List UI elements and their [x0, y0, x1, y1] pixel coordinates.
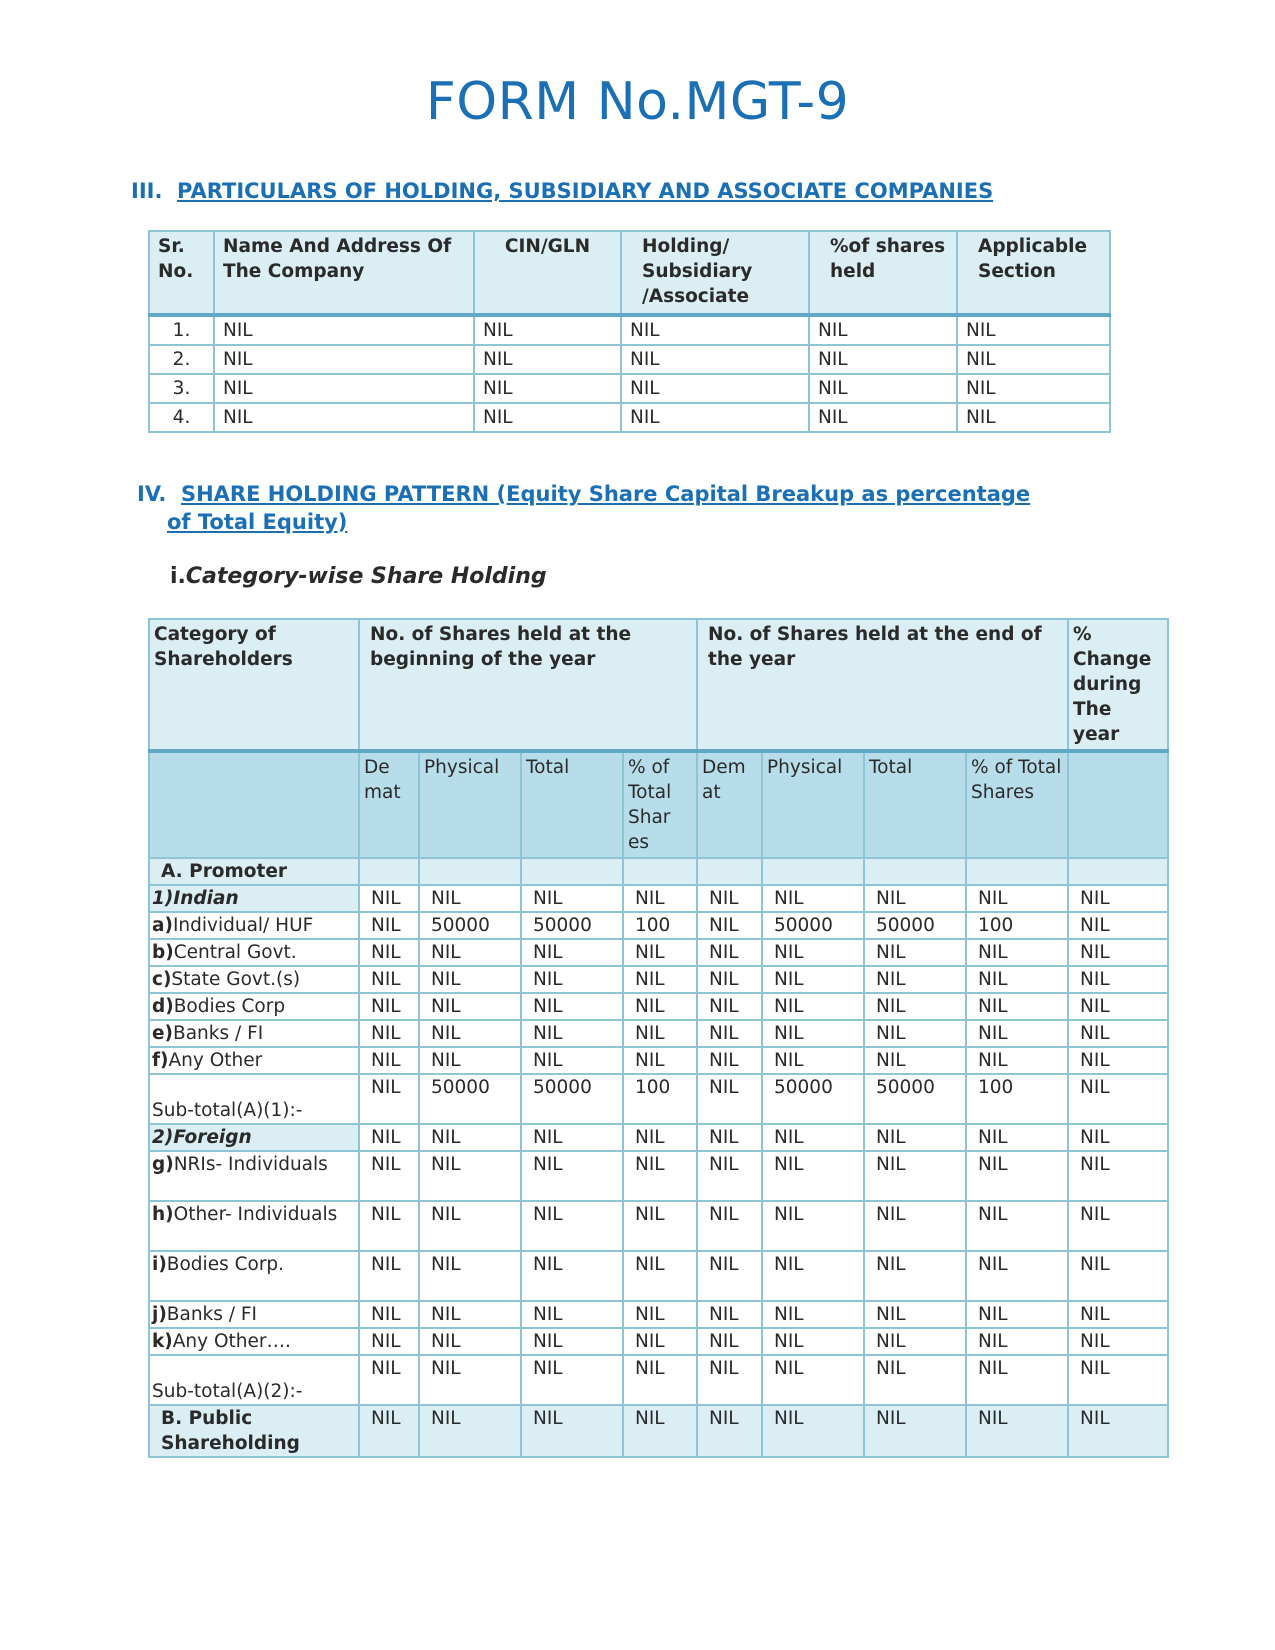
row-category [149, 1124, 359, 1151]
table-header-row [149, 231, 1110, 315]
table-cell: NIL [1068, 1405, 1168, 1457]
table-cell: NIL [809, 315, 957, 345]
col-header-name-address: Name And Address Of The Company [214, 231, 474, 315]
row-category [149, 1301, 359, 1328]
table-cell: NIL [521, 939, 623, 966]
table-cell: NIL [359, 1151, 419, 1201]
table-cell: NIL [966, 939, 1068, 966]
row-category [149, 1328, 359, 1355]
table-cell: NIL [1068, 1047, 1168, 1074]
table-cell: NIL [697, 1151, 762, 1201]
row-label: Banks / FI [173, 1023, 264, 1044]
col-header-beginning-of-year: No. of Shares held at the beginning of the year [359, 619, 697, 751]
table-cell: NIL [697, 912, 762, 939]
row-label: NRIs- Individuals [173, 1154, 328, 1175]
table-cell: NIL [1068, 1074, 1168, 1124]
table-cell: NIL [966, 1328, 1068, 1355]
subheading-title: Category-wise Share Holding [185, 564, 547, 589]
table-cell: NIL [762, 966, 864, 993]
table-cell: NIL [1068, 993, 1168, 1020]
table-cell: NIL [623, 939, 697, 966]
row-category [149, 912, 359, 939]
table-cell: 50000 [419, 912, 521, 939]
table-cell: NIL [809, 374, 957, 403]
table-cell: NIL [521, 966, 623, 993]
table-row [149, 1251, 1168, 1301]
table-cell: NIL [697, 1355, 762, 1405]
row-prefix: b) [152, 942, 174, 963]
table-cell: 50000 [419, 1074, 521, 1124]
table-cell: NIL [214, 345, 474, 374]
table-cell: NIL [623, 1047, 697, 1074]
table-cell: 50000 [864, 1074, 966, 1124]
table-cell: NIL [966, 1405, 1068, 1457]
table-cell: NIL [966, 993, 1068, 1020]
table-cell: NIL [521, 1328, 623, 1355]
table-cell: NIL [419, 1251, 521, 1301]
subheader-physical-begin: Physical [419, 751, 521, 858]
table-row [149, 1355, 1168, 1405]
table-cell: NIL [1068, 1355, 1168, 1405]
table-cell: NIL [623, 1301, 697, 1328]
table-cell: NIL [474, 315, 621, 345]
table-cell: NIL [419, 1328, 521, 1355]
table-cell: NIL [966, 1047, 1068, 1074]
row-label: Other- Individuals [173, 1204, 338, 1225]
table-cell: NIL [419, 1020, 521, 1047]
table-cell: NIL [957, 374, 1110, 403]
table-cell: NIL [957, 345, 1110, 374]
table-cell: NIL [359, 912, 419, 939]
table-row [149, 885, 1168, 912]
row-prefix: e) [152, 1023, 174, 1044]
col-header-category: Category of Shareholders [149, 619, 359, 751]
table-cell: NIL [419, 1151, 521, 1201]
row-prefix: 1) [152, 888, 174, 909]
table-cell: NIL [521, 1355, 623, 1405]
table-cell: NIL [1068, 1201, 1168, 1251]
table-cell: NIL [1068, 885, 1168, 912]
col-header-percent-change: % Change during The year [1068, 619, 1168, 751]
row-category [149, 1074, 359, 1124]
table-cell: NIL [864, 1251, 966, 1301]
table-cell: NIL [697, 1405, 762, 1457]
table-cell: NIL [864, 1047, 966, 1074]
table-cell: NIL [864, 1124, 966, 1151]
table-cell: NIL [359, 1251, 419, 1301]
table-row [149, 966, 1168, 993]
table-cell: NIL [359, 1124, 419, 1151]
table-cell: NIL [762, 939, 864, 966]
subheader-demat-begin: De mat [359, 751, 419, 858]
table-cell: NIL [966, 1251, 1068, 1301]
table-cell: NIL [762, 993, 864, 1020]
table-cell: NIL [521, 1251, 623, 1301]
table-cell: NIL [966, 885, 1068, 912]
table-cell: NIL [623, 1201, 697, 1251]
table-cell: NIL [621, 403, 809, 432]
table-cell: NIL [697, 1251, 762, 1301]
row-category [149, 1251, 359, 1301]
table-cell: NIL [521, 1124, 623, 1151]
table-cell: NIL [697, 1301, 762, 1328]
table-cell: 100 [966, 912, 1068, 939]
table-header-row [149, 619, 1168, 751]
table-cell: NIL [1068, 1020, 1168, 1047]
row-category [149, 1151, 359, 1201]
table-cell: NIL [474, 345, 621, 374]
table-cell: NIL [864, 1151, 966, 1201]
row-label: State Govt.(s) [171, 969, 301, 990]
table-cell: NIL [623, 1020, 697, 1047]
table-cell: NIL [621, 345, 809, 374]
row-category [149, 993, 359, 1020]
table-cell: NIL [419, 1405, 521, 1457]
table-cell: NIL [697, 939, 762, 966]
table-cell: 50000 [762, 912, 864, 939]
table-cell: NIL [1068, 1301, 1168, 1328]
table-cell: NIL [1068, 966, 1168, 993]
table-cell: NIL [623, 993, 697, 1020]
row-prefix: k) [152, 1331, 173, 1352]
table-cell: NIL [762, 1251, 864, 1301]
table-row [149, 1405, 1168, 1457]
row-category [149, 939, 359, 966]
table-cell: NIL [809, 345, 957, 374]
table-cell: NIL [623, 1355, 697, 1405]
category-wise-subheading [170, 564, 547, 589]
section-3-number: III. [131, 179, 163, 203]
table-cell: NIL [864, 1405, 966, 1457]
row-label: Bodies Corp. [166, 1254, 285, 1275]
row-label: Any Other [168, 1050, 263, 1071]
row-prefix: f) [152, 1050, 169, 1071]
table-cell: NIL [864, 1328, 966, 1355]
row-prefix: j) [152, 1304, 167, 1325]
table-row [149, 1074, 1168, 1124]
table-cell: NIL [864, 939, 966, 966]
table-cell: NIL [1068, 1328, 1168, 1355]
table-cell: NIL [214, 315, 474, 345]
table-cell: 100 [623, 1074, 697, 1124]
row-label: Individual/ HUF [172, 915, 314, 936]
table-cell: NIL [762, 1328, 864, 1355]
table-cell: NIL [623, 885, 697, 912]
row-category [149, 1355, 359, 1405]
table-row [149, 1020, 1168, 1047]
table-cell: NIL [359, 1201, 419, 1251]
table-cell: NIL [697, 1047, 762, 1074]
table-cell: NIL [621, 374, 809, 403]
table-cell: NIL [419, 1355, 521, 1405]
row-category [149, 885, 359, 912]
table-cell: NIL [621, 315, 809, 345]
subheader-change-blank [1068, 751, 1168, 858]
table-cell: NIL [762, 1020, 864, 1047]
subheader-total-begin: Total [521, 751, 623, 858]
table-cell: NIL [521, 1151, 623, 1201]
section-4-number: IV. [137, 482, 167, 506]
table-cell: NIL [864, 1201, 966, 1251]
section-4-title-line1: SHARE HOLDING PATTERN (Equity Share Capital Breakup as percentage [180, 482, 1031, 506]
table-cell: NIL [359, 885, 419, 912]
table-cell: NIL [697, 1328, 762, 1355]
row-prefix: 2) [152, 1127, 174, 1148]
row-prefix: a) [152, 915, 173, 936]
table-cell: NIL [521, 1301, 623, 1328]
table-cell: NIL [419, 993, 521, 1020]
table-row [149, 1124, 1168, 1151]
row-sr-no: 1. [149, 315, 214, 345]
subheader-total-end: Total [864, 751, 966, 858]
table-cell: NIL [359, 1074, 419, 1124]
row-sr-no: 2. [149, 345, 214, 374]
table-row [149, 403, 1110, 432]
table-row [149, 1328, 1168, 1355]
table-cell: NIL [359, 1405, 419, 1457]
table-cell: NIL [1068, 1151, 1168, 1201]
row-prefix: g) [152, 1154, 174, 1175]
table-cell: NIL [419, 939, 521, 966]
table-cell: NIL [697, 885, 762, 912]
row-category [149, 1047, 359, 1074]
row-prefix: h) [152, 1204, 174, 1225]
table-cell: NIL [697, 1124, 762, 1151]
table-cell: NIL [419, 1201, 521, 1251]
col-header-sr-no: Sr. No. [149, 231, 214, 315]
section-4-heading [137, 480, 1030, 536]
table-row [149, 374, 1110, 403]
table-cell: NIL [966, 1020, 1068, 1047]
table-subheader-row [149, 751, 1168, 858]
table-cell: NIL [966, 1355, 1068, 1405]
table-cell: NIL [697, 1020, 762, 1047]
table-row [149, 912, 1168, 939]
subheader-demat-end: Dem at [697, 751, 762, 858]
table-cell: NIL [419, 966, 521, 993]
table-cell: NIL [966, 1201, 1068, 1251]
table-cell: NIL [521, 1047, 623, 1074]
row-label: Bodies Corp [173, 996, 286, 1017]
table-cell: NIL [474, 403, 621, 432]
table-cell: NIL [966, 966, 1068, 993]
table-cell: NIL [623, 966, 697, 993]
table-cell: NIL [864, 1355, 966, 1405]
table-cell: NIL [697, 993, 762, 1020]
table-cell: NIL [623, 1251, 697, 1301]
row-prefix: d) [152, 996, 174, 1017]
table-cell: NIL [697, 966, 762, 993]
row-label: Banks / FI [166, 1304, 257, 1325]
table-cell: NIL [957, 315, 1110, 345]
table-cell: NIL [359, 1328, 419, 1355]
table-cell: NIL [864, 993, 966, 1020]
section-4-title-line2: of Total Equity) [167, 510, 348, 534]
table-cell: NIL [359, 993, 419, 1020]
table-cell: 50000 [864, 912, 966, 939]
col-header-applicable-section: Applicable Section [957, 231, 1110, 315]
table-cell: 50000 [521, 912, 623, 939]
table-cell: NIL [697, 1201, 762, 1251]
subheading-prefix: i. [170, 564, 186, 589]
table-cell: NIL [359, 1047, 419, 1074]
table-row [149, 1047, 1168, 1074]
table-cell: 100 [623, 912, 697, 939]
table-cell: NIL [762, 1405, 864, 1457]
holding-companies-table [148, 230, 1111, 433]
table-cell: NIL [762, 1201, 864, 1251]
subheader-physical-end: Physical [762, 751, 864, 858]
row-category [149, 1020, 359, 1047]
table-cell: NIL [623, 1405, 697, 1457]
table-cell: NIL [762, 1047, 864, 1074]
table-cell: NIL [864, 966, 966, 993]
row-label: B. Public Shareholding [161, 1408, 300, 1454]
row-category [149, 966, 359, 993]
row-label: Any Other…. [172, 1331, 291, 1352]
table-cell: NIL [623, 1124, 697, 1151]
table-row [149, 345, 1110, 374]
table-cell: 100 [966, 1074, 1068, 1124]
table-cell: NIL [521, 885, 623, 912]
table-cell: NIL [957, 403, 1110, 432]
table-row [149, 315, 1110, 345]
table-cell: NIL [864, 885, 966, 912]
table-cell: NIL [966, 1124, 1068, 1151]
table-row [149, 1301, 1168, 1328]
table-cell: NIL [1068, 1251, 1168, 1301]
table-cell: NIL [762, 885, 864, 912]
table-cell: NIL [521, 1201, 623, 1251]
col-header-percent-shares: %of shares held [809, 231, 957, 315]
table-cell: NIL [1068, 912, 1168, 939]
table-row [149, 939, 1168, 966]
table-cell: NIL [623, 1328, 697, 1355]
col-header-cin-gln: CIN/GLN [474, 231, 621, 315]
table-cell: NIL [697, 1074, 762, 1124]
table-cell: NIL [521, 1405, 623, 1457]
table-cell: NIL [1068, 1124, 1168, 1151]
form-title: FORM No.MGT-9 [425, 72, 850, 132]
table-row [149, 1201, 1168, 1251]
promoter-row [149, 858, 1168, 885]
shareholding-pattern-table [148, 618, 1169, 1458]
row-sr-no: 3. [149, 374, 214, 403]
section-3-heading [131, 177, 993, 205]
row-label: Foreign [173, 1127, 252, 1148]
table-cell: NIL [359, 1301, 419, 1328]
table-row [149, 993, 1168, 1020]
table-cell: NIL [966, 1301, 1068, 1328]
col-header-holding-type: Holding/ Subsidiary /Associate [621, 231, 809, 315]
table-cell: NIL [419, 885, 521, 912]
row-category [149, 1405, 359, 1457]
table-cell: 50000 [521, 1074, 623, 1124]
col-header-end-of-year: No. of Shares held at the end of the year [697, 619, 1068, 751]
table-cell: NIL [966, 1151, 1068, 1201]
section-3-title: PARTICULARS OF HOLDING, SUBSIDIARY AND ASSOCIATE COMPANIES [177, 179, 994, 203]
table-cell: NIL [762, 1151, 864, 1201]
table-cell: NIL [762, 1124, 864, 1151]
table-cell: NIL [214, 403, 474, 432]
table-cell: NIL [521, 1020, 623, 1047]
table-cell: NIL [623, 1151, 697, 1201]
row-label: Sub-total(A)(2):- [152, 1381, 303, 1402]
row-category [149, 1201, 359, 1251]
row-label: Central Govt. [173, 942, 297, 963]
subheader-percent-end: % of Total Shares [966, 751, 1068, 858]
table-cell: NIL [762, 1301, 864, 1328]
row-prefix: i) [152, 1254, 167, 1275]
table-row [149, 1151, 1168, 1201]
table-cell: NIL [864, 1020, 966, 1047]
table-cell: NIL [809, 403, 957, 432]
table-cell: 50000 [762, 1074, 864, 1124]
table-cell: NIL [359, 939, 419, 966]
row-label: Sub-total(A)(1):- [152, 1100, 303, 1121]
promoter-label: A. Promoter [149, 858, 359, 885]
subheader-percent-begin: % of Total Shar es [623, 751, 697, 858]
table-cell: NIL [762, 1355, 864, 1405]
table-cell: NIL [864, 1301, 966, 1328]
table-cell: NIL [419, 1047, 521, 1074]
table-cell: NIL [474, 374, 621, 403]
table-cell: NIL [521, 993, 623, 1020]
row-sr-no: 4. [149, 403, 214, 432]
table-cell: NIL [419, 1301, 521, 1328]
row-label: Indian [173, 888, 239, 909]
table-cell: NIL [359, 1020, 419, 1047]
table-cell: NIL [359, 966, 419, 993]
subheader-blank [149, 751, 359, 858]
table-cell: NIL [419, 1124, 521, 1151]
table-cell: NIL [214, 374, 474, 403]
table-cell: NIL [1068, 939, 1168, 966]
table-cell: NIL [359, 1355, 419, 1405]
row-prefix: c) [152, 969, 172, 990]
